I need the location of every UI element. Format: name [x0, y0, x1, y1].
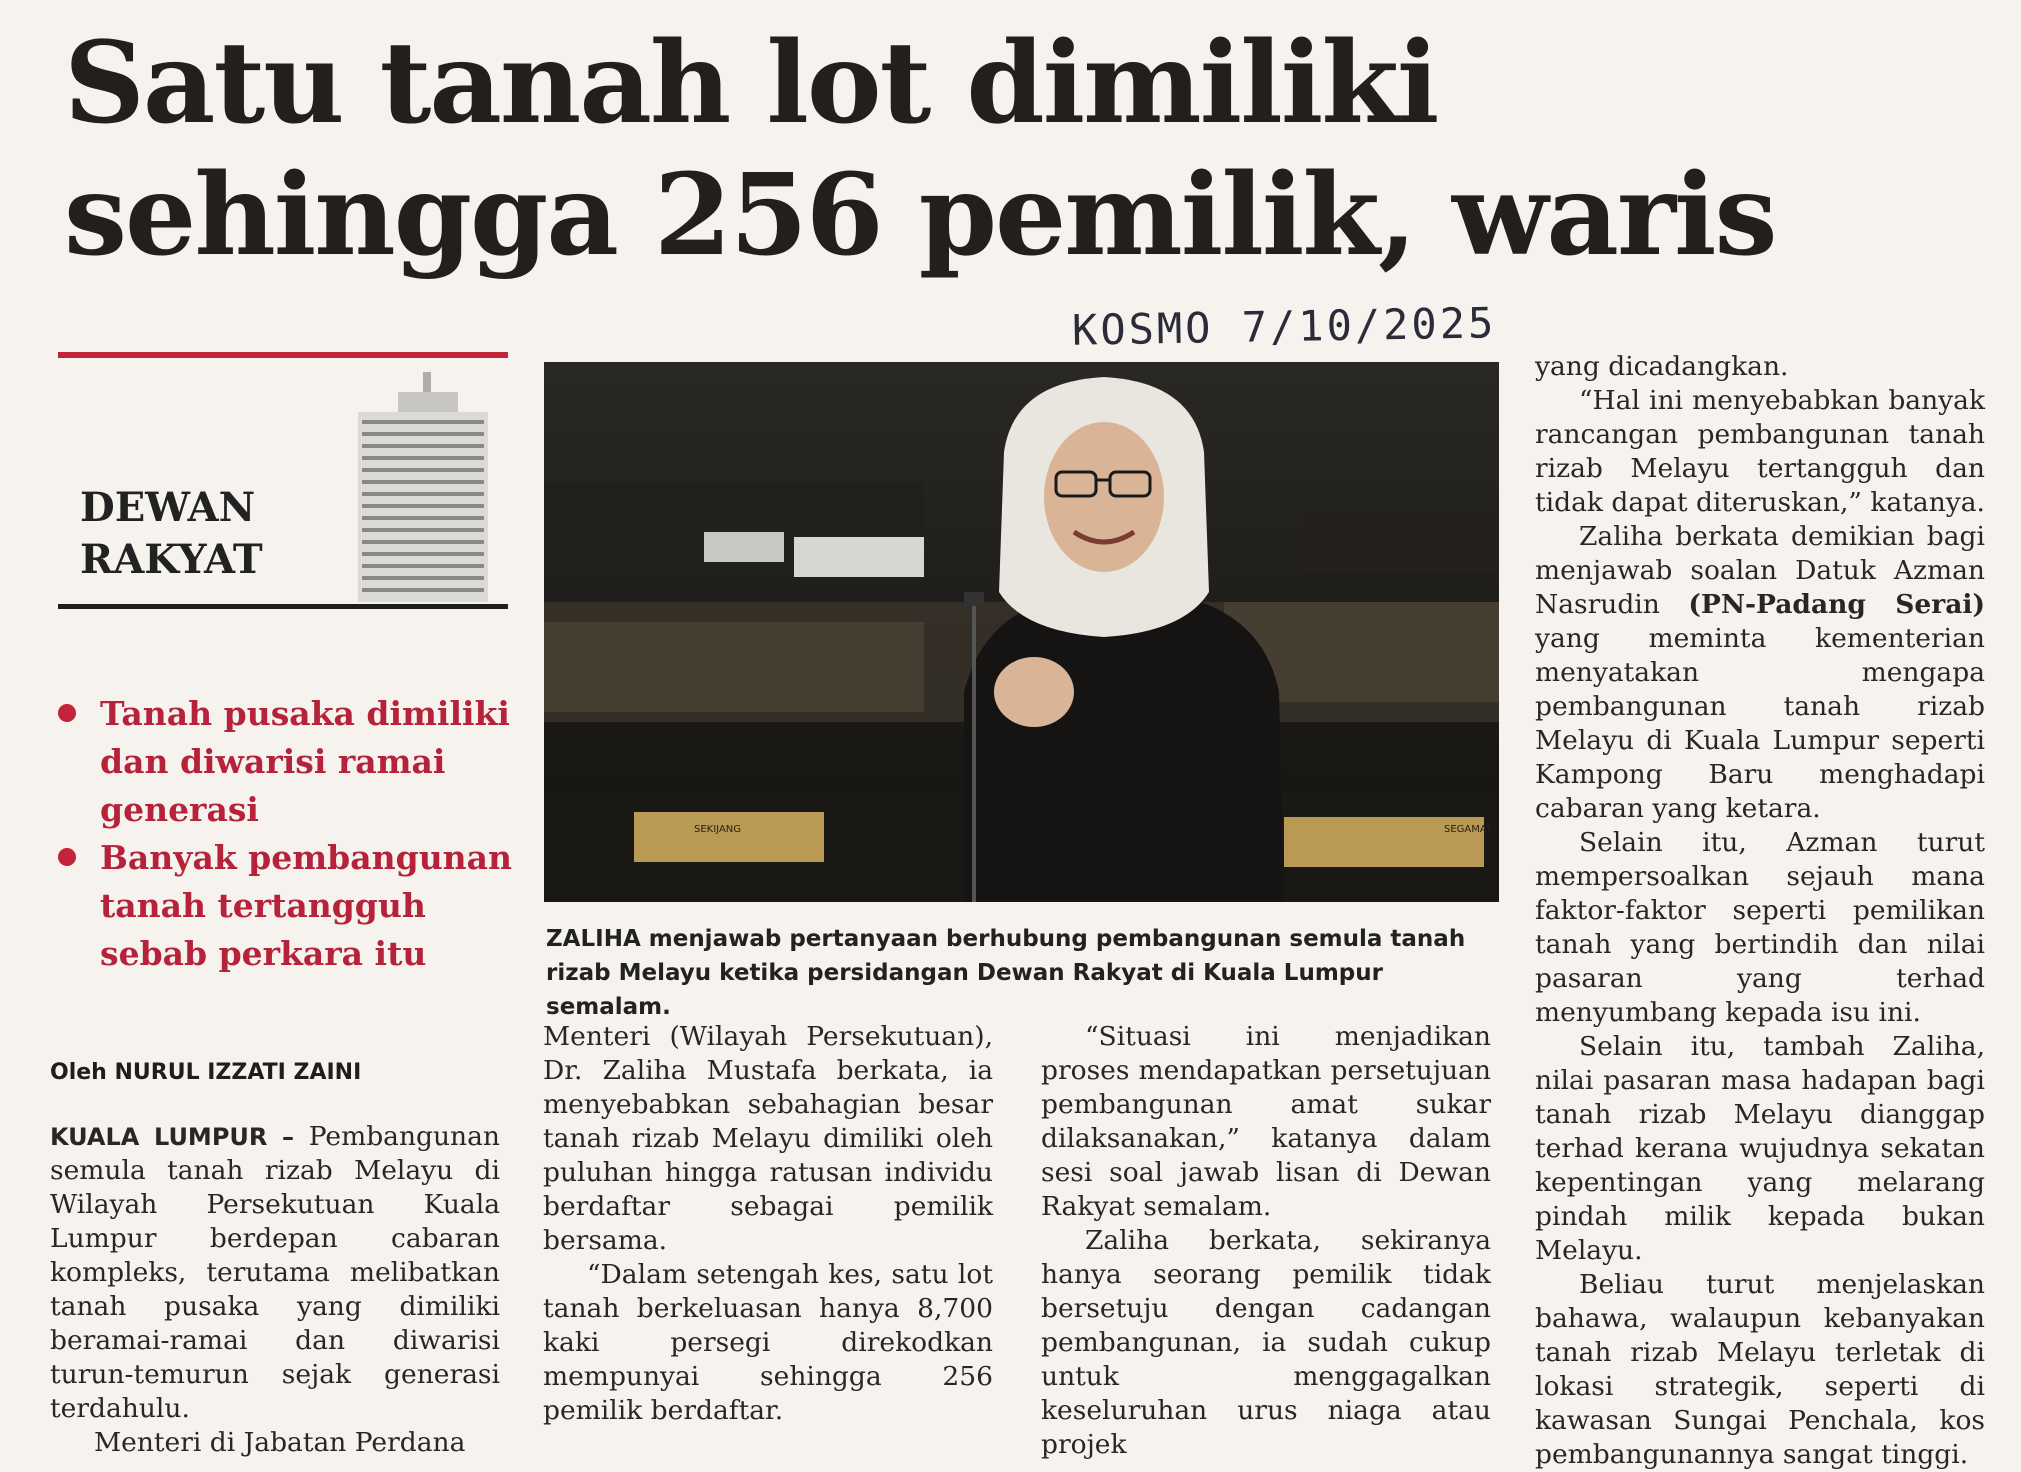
highlight-text: Banyak pembangunan tanah tertangguh sebab perkara itu [100, 838, 513, 973]
article-paragraph: “Hal ini menyebabkan banyak rancangan pembangunan tanah rizab Melayu tertangguh dan tidak dapat diteruskan,” katanya. [1535, 385, 1985, 518]
section-label-line-2: RAKYAT [80, 536, 263, 583]
bullet-dot-icon [58, 848, 76, 866]
dateline: KUALA LUMPUR – [50, 1123, 295, 1151]
article-paragraph: Selain itu, tambah Zaliha, nilai pasaran masa hadapan bagi tanah rizab Melayu dianggap terhad kerana wujudnya sekatan kepentingan yang melarang pindah milik kepada bukan Melayu. [1535, 1031, 1985, 1266]
article-paragraph [1535, 520, 1985, 826]
headline-line-2: sehingga 256 pemilik, waris [64, 150, 1776, 281]
photo-illustration [544, 362, 1499, 902]
article-paragraph: Selain itu, Azman turut mempersoalkan sejauh mana faktor-faktor seperti pemilikan tanah yang bertindih dan nilai pasaran yang terhad menyumbang kepada isu ini. [1535, 827, 1985, 1028]
article-paragraph: Zaliha berkata, sekiranya hanya seorang pemilik tidak bersetuju dengan cadangan pembangunan, ia sudah cukup untuk menggagalkan keseluruhan urus niaga atau projek [1041, 1225, 1491, 1460]
highlight-text: Tanah pusaka dimiliki dan diwarisi ramai generasi [100, 694, 510, 829]
paragraph-text: Zaliha berkata demikian bagi menjawab soalan Datuk Azman Nasrudin [1535, 521, 1985, 620]
article-paragraph: Menteri di Jabatan Perdana [94, 1427, 466, 1458]
article-paragraph: “Situasi ini menjadikan proses mendapatkan persetujuan pembangunan amat sukar dilaksanakan,” katanya dalam sesi soal jawab lisan di Dewan Rakyat semalam. [1041, 1021, 1491, 1222]
article-paragraph: “Dalam setengah kes, satu lot tanah berkeluasan hanya 8,700 kaki persegi direkodkan mempunyai sehingga 256 pemilik berdaftar. [543, 1259, 993, 1426]
article-paragraph [50, 1120, 500, 1426]
nameplate-left: SEKIJANG [694, 824, 742, 835]
section-label-line-1: DEWAN [80, 484, 256, 531]
headline-line-1: Satu tanah lot dimiliki [64, 18, 1438, 149]
section-bottom-rule [58, 604, 508, 609]
article-paragraph: yang dicadangkan. [1535, 351, 1789, 382]
handwritten-date-note: KOSMO 7/10/2025 [1071, 298, 1497, 355]
section-top-rule [58, 352, 508, 358]
article-column-2 [543, 1020, 993, 1428]
paragraph-text: yang meminta kementerian menyatakan mengapa pembangunan tanah rizab Melayu di Kuala Lumpur seperti Kampong Baru menghadapi cabaran yang ketara. [1535, 623, 1985, 824]
byline: Oleh NURUL IZZATI ZAINI [50, 1060, 362, 1085]
headline [64, 18, 1964, 282]
news-photo [544, 362, 1499, 902]
photo-caption: ZALIHA menjawab pertanyaan berhubung pembangunan semula tanah rizab Melayu ketika persidangan Dewan Rakyat di Kuala Lumpur semalam. [546, 926, 1466, 1020]
article-column-3 [1041, 1020, 1491, 1462]
highlights-list [56, 690, 526, 978]
article-paragraph: Beliau turut menjelaskan bahawa, walaupun kebanyakan tanah rizab Melayu terletak di lokasi strategik, seperti di kawasan Sungai Penchala, kos pembangunannya sangat tinggi. [1535, 1269, 1985, 1470]
paragraph-text: Pembangunan semula tanah rizab Melayu di Wilayah Persekutuan Kuala Lumpur berdepan cabaran kompleks, terutama melibatkan tanah pusaka yang dimiliki beramai-ramai dan diwarisi turun-temurun sejak generasi terdahulu. [50, 1121, 500, 1424]
article-paragraph: Menteri (Wilayah Persekutuan), Dr. Zaliha Mustafa berkata, ia menyebabkan sebahagian besar tanah rizab Melayu dimiliki oleh puluhan hingga ratusan individu berdaftar sebagai pemilik bersama. [543, 1021, 993, 1256]
highlight-item [56, 834, 526, 978]
constituency-label: (PN-Padang Serai) [1688, 589, 1985, 620]
article-column-4 [1535, 350, 1985, 1472]
article-column-1 [50, 1120, 500, 1460]
highlight-item [56, 690, 526, 834]
section-label-box [58, 352, 508, 612]
bullet-dot-icon [58, 704, 76, 722]
section-label [80, 482, 263, 586]
parliament-building-icon [338, 372, 508, 602]
nameplate-right: SEGAMAT [1444, 824, 1493, 835]
